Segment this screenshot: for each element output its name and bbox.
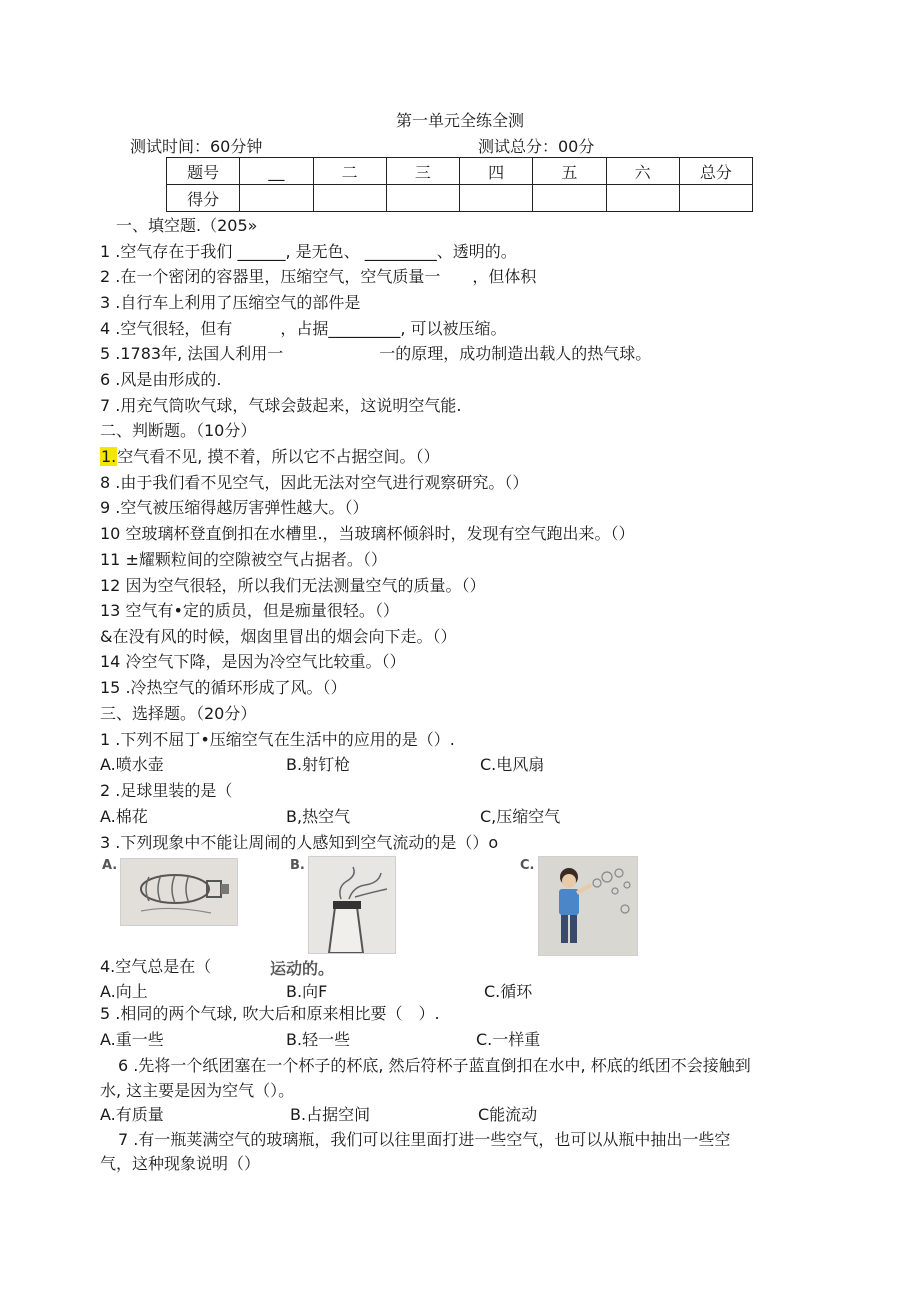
score-input-cell[interactable] <box>679 185 752 212</box>
choice-question: 6 .先将一个纸团塞在一个杯子的杯底, 然后符杯子蓝直倒扣在水中, 杯底的纸团不会接触到 <box>118 1056 751 1075</box>
highlight-mark: 1. <box>101 447 117 466</box>
option-b: B.占据空间 <box>290 1105 371 1124</box>
fill-question: 2 .在一个密闭的容器里，压缩空气，空气质量一 ，但体积 <box>100 267 537 286</box>
option-c: C.一样重 <box>476 1030 541 1049</box>
table-cell: __ <box>240 158 313 185</box>
judge-question <box>100 447 439 467</box>
table-cell: 四 <box>460 158 533 185</box>
option-c: C,压缩空气 <box>480 807 561 826</box>
picture-label-a: A. <box>102 858 118 873</box>
choice-question: 1 .下列不屈丁•压缩空气在生活中的应用的是（）. <box>100 730 455 749</box>
score-input-cell[interactable] <box>240 185 313 212</box>
fill-question: 7 .用充气筒吹气球，气球会鼓起来，这说明空气能. <box>100 396 462 415</box>
judge-question: 12 因为空气很轻，所以我们无法测量空气的质量。（） <box>100 576 486 595</box>
judge-question: &在没有风的时候，烟囱里冒出的烟会向下走。（） <box>100 627 457 646</box>
table-cell: 二 <box>313 158 386 185</box>
choice-question: 7 .有一瓶荚满空气的玻璃瓶，我们可以往里面打进一些空气，也可以从瓶中抽出一些空 <box>118 1130 731 1149</box>
option-c: C能流动 <box>478 1105 538 1124</box>
table-cell: 五 <box>533 158 606 185</box>
fill-question: 4 .空气很轻，但有 ，占据_________, 可以被压缩。 <box>100 319 507 338</box>
option-c: C.电风扇 <box>480 755 545 774</box>
judge-question: 8 .由于我们看不见空气，因此无法对空气进行观察研究。（） <box>100 473 529 492</box>
table-cell: 得分 <box>167 185 240 212</box>
choice-question: 4.空气总是在（ <box>100 957 212 976</box>
table-cell: 题号 <box>167 158 240 185</box>
option-a: A.有质量 <box>100 1105 164 1124</box>
choice-question: 3 .下列现象中不能让周闹的人感知到空气流动的是（）o <box>100 833 499 852</box>
fill-question: 6 .风是由形成的. <box>100 370 222 389</box>
option-a: A.喷水壶 <box>100 755 164 774</box>
choice-question: 2 .足球里装的是（ <box>100 781 233 800</box>
section-heading: 三、选择题。（20分） <box>100 704 257 723</box>
option-b: B.向F <box>286 982 328 1001</box>
table-row <box>167 158 753 185</box>
table-cell: 三 <box>386 158 459 185</box>
table-row <box>167 185 753 212</box>
judge-question: 11 ±耀颗粒间的空隙被空气占据者。（） <box>100 550 387 569</box>
option-a: A.棉花 <box>100 807 148 826</box>
option-c: C.循环 <box>484 982 533 1001</box>
score-input-cell[interactable] <box>386 185 459 212</box>
test-total-score: 测试总分：00分 <box>478 137 595 156</box>
judge-question: 13 空气有•定的质员，但是痂量很轻。（） <box>100 601 399 620</box>
choice-question-cont: 水, 这主要是因为空气（）。 <box>100 1081 295 1100</box>
judge-question-text: 空气看不见, 摸不着，所以它不占据空间。（） <box>117 447 440 466</box>
option-a: A.重一些 <box>100 1030 164 1049</box>
section-heading: 二、判断题。（10分） <box>100 421 257 440</box>
score-input-cell[interactable] <box>533 185 606 212</box>
score-input-cell[interactable] <box>606 185 679 212</box>
judge-question: 9 .空气被压缩得越厉害弹性越大。（） <box>100 498 369 517</box>
bottle-picture <box>120 858 238 926</box>
fill-question: 3 .自行车上利用了压缩空气的部件是 <box>100 293 361 312</box>
page-title: 第一单元全练全测 <box>395 111 524 130</box>
option-b: B,热空气 <box>286 807 351 826</box>
printed-stamp: 运动的。 <box>270 959 335 978</box>
choice-question-cont: 气，这种现象说明（） <box>100 1154 261 1173</box>
section-heading: 一、填空题.（205» <box>116 216 258 235</box>
choice-question: 5 .相同的两个气球, 吹大后和原来相比要（ ）. <box>100 1004 440 1023</box>
fill-question: 5 .1783年, 法国人利用一 一的原理，成功制造出载人的热气球。 <box>100 344 652 363</box>
score-table <box>166 157 753 212</box>
chimney-picture <box>308 856 396 954</box>
test-time: 测试时间：60分钟 <box>130 137 263 156</box>
fill-question: 1 .空气存在于我们 ______, 是无色、 _________、透明的。 <box>100 242 517 261</box>
option-b: B.轻一些 <box>286 1030 351 1049</box>
score-input-cell[interactable] <box>460 185 533 212</box>
table-cell: 总分 <box>679 158 752 185</box>
judge-question: 15 .冷热空气的循环形成了风。（） <box>100 678 347 697</box>
picture-label-b: B. <box>290 858 305 873</box>
boy-bubbles-picture <box>538 856 638 956</box>
judge-question: 10 空玻璃杯登直倒扣在水槽里.，当玻璃杯倾斜时，发现有空气跑出来。（） <box>100 524 635 543</box>
picture-label-c: C. <box>520 858 535 873</box>
table-cell: 六 <box>606 158 679 185</box>
score-input-cell[interactable] <box>313 185 386 212</box>
option-b: B.射钉枪 <box>286 755 351 774</box>
option-a: A.向上 <box>100 982 148 1001</box>
judge-question: 14 冷空气下降，是因为冷空气比较重。（） <box>100 652 406 671</box>
